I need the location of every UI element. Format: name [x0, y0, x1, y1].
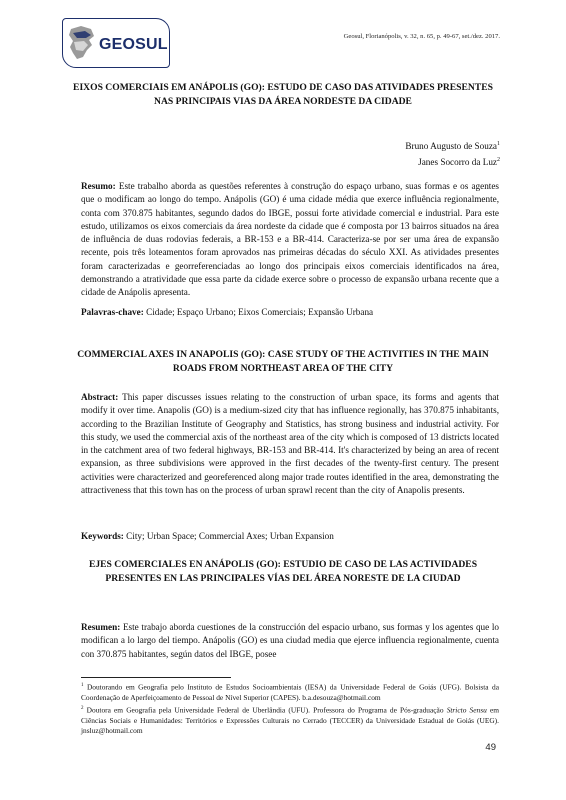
abstract-spanish-label: Resumen: [81, 622, 121, 632]
footnote-2-text-a: Doutora em Geografia pela Universidade Federal de Uberlândia (UFU). Professora do Programa de Pós-graduação [83, 705, 447, 715]
title-english: COMMERCIAL AXES IN ANAPOLIS (GO): CASE STUDY OF THE ACTIVITIES IN THE MAIN ROADS FROM NORTHEAST AREA OF THE CITY [77, 349, 489, 374]
abstract-portuguese [81, 180, 499, 300]
abstract-spanish [81, 621, 499, 661]
abstract-spanish-text: Este trabajo aborda cuestiones de la construcción del espacio urbano, sus formas y los agentes que lo modifican a lo largo del tiempo. Anápolis (GO) es una ciudad media que ejerce influencia regionalmente, cuenta con 370.875 habitantes, según datos del IBGE, posee [81, 622, 499, 659]
page-number: 49 [485, 742, 496, 753]
abstract-english [81, 391, 499, 497]
map-of-south-brazil-icon [67, 23, 97, 63]
logo-text: GEOSUL [99, 36, 168, 53]
keywords-portuguese-text: Cidade; Espaço Urbano; Eixos Comerciais; Expansão Urbana [143, 307, 374, 317]
keywords-english-text: City; Urban Space; Commercial Axes; Urban Expansion [123, 531, 334, 541]
author-2 [405, 154, 500, 170]
abstract-english-text: This paper discusses issues relating to the construction of urban space, its forms and agents that modify it over time. Anapolis (GO) is a medium-sized city that has influence regionally, has 370.875 inhabitants, according to the Brazilian Institute of Geography and Statistics, has strong business and industrial activity. For this study, we used the commercial axis of the northeast area of the city which is composed of 13 districts located in the catchment area of two federal highways, BR-153 and BR-414. It's characterized by being an area of recent expansion, as three subdivisions were approved in the first decades of the twenty-first century. The present activities were characterized and georeferenced along major trade routes identified in the area, demonstrating the attractiveness that this town has on the process of urban sprawl recent than the city of Anapolis presents. [81, 392, 499, 496]
footnote-1-mark: 1 [81, 683, 84, 688]
footnote-2-italic: Stricto Sensu [446, 705, 487, 715]
footnote-2 [81, 704, 499, 737]
geosul-logo [62, 18, 170, 68]
footnote-2-text-b: em Ciências Sociais e Humanidades: Territórios e Expressões Culturais no Cerrado (TECCER) da Universidade Estadual de Goiás (UEG). jnsluz@hotmail.com [81, 705, 499, 736]
author-1 [405, 138, 500, 154]
author-2-name: Janes Socorro da Luz [418, 156, 497, 167]
abstract-english-label: Abstract: [81, 392, 119, 402]
author-2-footnote-mark[interactable]: 2 [497, 156, 500, 163]
footnote-divider [81, 677, 231, 678]
keywords-english [81, 530, 499, 543]
keywords-english-label: Keywords: [81, 531, 124, 541]
title-portuguese: EIXOS COMERCIAIS EM ANÁPOLIS (GO): ESTUDO DE CASO DAS ATIVIDADES PRESENTES NAS PRINCIPAIS VIAS DA ÁREA NORDESTE DA CIDADE [73, 82, 493, 107]
keywords-portuguese-label: Palavras-chave: [81, 307, 144, 317]
footnote-2-mark: 2 [81, 705, 84, 711]
abstract-portuguese-text: Este trabalho aborda as questões referentes à construção do espaço urbano, suas formas e os agentes que o modificam ao longo do tempo. Anápolis (GO) é uma cidade média que exerce influência regionalmente, conta com 370.875 habitantes, segundo dados do IBGE, possui forte atividade comercial e industrial. Para este estudo, utilizamos os eixos comerciais da área nordeste da cidade que é composta por 13 bairros situados na área de influência de duas rodovias federais, a BR-153 e a BR-414. Caracteriza-se por ser uma área de expansão recente, pois três loteamentos foram aprovados nas primeiras décadas do século XXI. As atividades presentes foram caracterizadas e georreferenciadas ao longo dos principais eixos comerciais identificados na área, demonstrando a atratividade que essa parte da cidade exerce sobre o processo de expansão urbana recente que a cidade de Anápolis apresenta. [81, 181, 499, 298]
author-1-footnote-mark[interactable]: 1 [497, 141, 500, 147]
footnotes [81, 681, 499, 737]
keywords-portuguese [81, 306, 499, 319]
journal-reference: Geosul, Florianópolis, v. 32, n. 65, p. 49-67, set./dez. 2017. [343, 33, 500, 40]
footnote-1-text: Doutorando em Geografia pelo Instituto de Estudos Socioambientais (IESA) da Universidade Federal de Goiás (UFG). Bolsista da Coordenação de Aperfeiçoamento de Pessoal de Nível Superior (CAPES). b.a.desouza@hotmail.com [81, 682, 499, 703]
abstract-portuguese-label: Resumo: [81, 181, 116, 191]
author-1-name: Bruno Augusto de Souza [405, 141, 497, 152]
author-list [405, 138, 500, 169]
footnote-1 [81, 681, 499, 704]
title-spanish: EJES COMERCIALES EN ANÁPOLIS (GO): ESTUDIO DE CASO DE LAS ACTIVIDADES PRESENTES EN LAS PRINCIPALES VÍAS DEL ÁREA NORESTE DE LA CIUDAD [88, 559, 478, 584]
